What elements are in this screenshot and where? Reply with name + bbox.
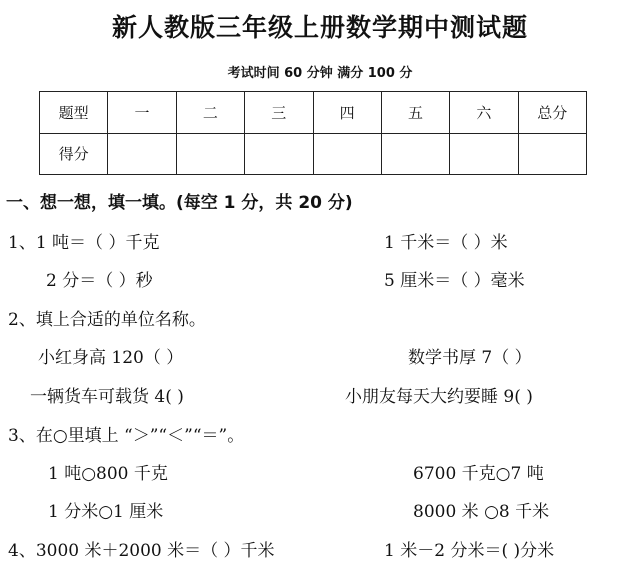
exam-info: 考试时间 60 分钟 满分 100 分 — [227, 66, 413, 81]
q4-item-b: 1 米－2 分米＝( )分米 — [384, 541, 555, 561]
score-table-score-row — [40, 133, 587, 175]
q3-heading: 3、在○里填上 “＞”“＜”“＝”。 — [8, 426, 245, 446]
q4-item-a: 4、3000 米＋2000 米＝（ ）千米 — [8, 541, 275, 561]
q1-item-d: 5 厘米＝（ ）毫米 — [384, 271, 525, 291]
q2-item-c: 一辆货车可载货 4( ) — [30, 387, 184, 407]
q3-item-d: 8000 米 ○8 千米 — [413, 502, 550, 522]
q2-item-a: 小红身高 120（ ） — [38, 348, 184, 368]
score-cell-5: 五 — [381, 92, 449, 134]
q2-item-b: 数学书厚 7（ ） — [408, 348, 532, 368]
score-input-total[interactable] — [518, 133, 586, 175]
score-input-3[interactable] — [245, 133, 313, 175]
q2-item-d: 小朋友每天大约要睡 9( ) — [345, 387, 533, 407]
q3-item-a: 1 吨○800 千克 — [48, 464, 168, 484]
q1-item-a: 1、1 吨＝（ ）千克 — [8, 233, 160, 253]
q3-item-b: 6700 千克○7 吨 — [413, 464, 544, 484]
score-input-5[interactable] — [381, 133, 449, 175]
score-cell-4: 四 — [313, 92, 381, 134]
q3-item-c: 1 分米○1 厘米 — [48, 502, 164, 522]
score-input-4[interactable] — [313, 133, 381, 175]
score-row-label: 得分 — [40, 133, 108, 175]
q2-heading: 2、填上合适的单位名称。 — [8, 310, 206, 330]
score-input-2[interactable] — [176, 133, 244, 175]
score-cell-2: 二 — [176, 92, 244, 134]
score-cell-1: 一 — [108, 92, 176, 134]
score-cell-6: 六 — [450, 92, 518, 134]
section-1-heading: 一、想一想，填一填。(每空 1 分，共 20 分) — [6, 193, 353, 213]
score-input-6[interactable] — [450, 133, 518, 175]
score-cell-3: 三 — [245, 92, 313, 134]
score-table-header-row — [40, 92, 587, 134]
score-table — [39, 91, 587, 175]
q1-item-b: 1 千米＝（ ）米 — [384, 233, 508, 253]
score-cell-type: 题型 — [40, 92, 108, 134]
page-title: 新人教版三年级上册数学期中测试题 — [111, 13, 528, 42]
score-cell-total: 总分 — [518, 92, 586, 134]
score-input-1[interactable] — [108, 133, 176, 175]
q1-item-c: 2 分＝（ ）秒 — [46, 271, 153, 291]
